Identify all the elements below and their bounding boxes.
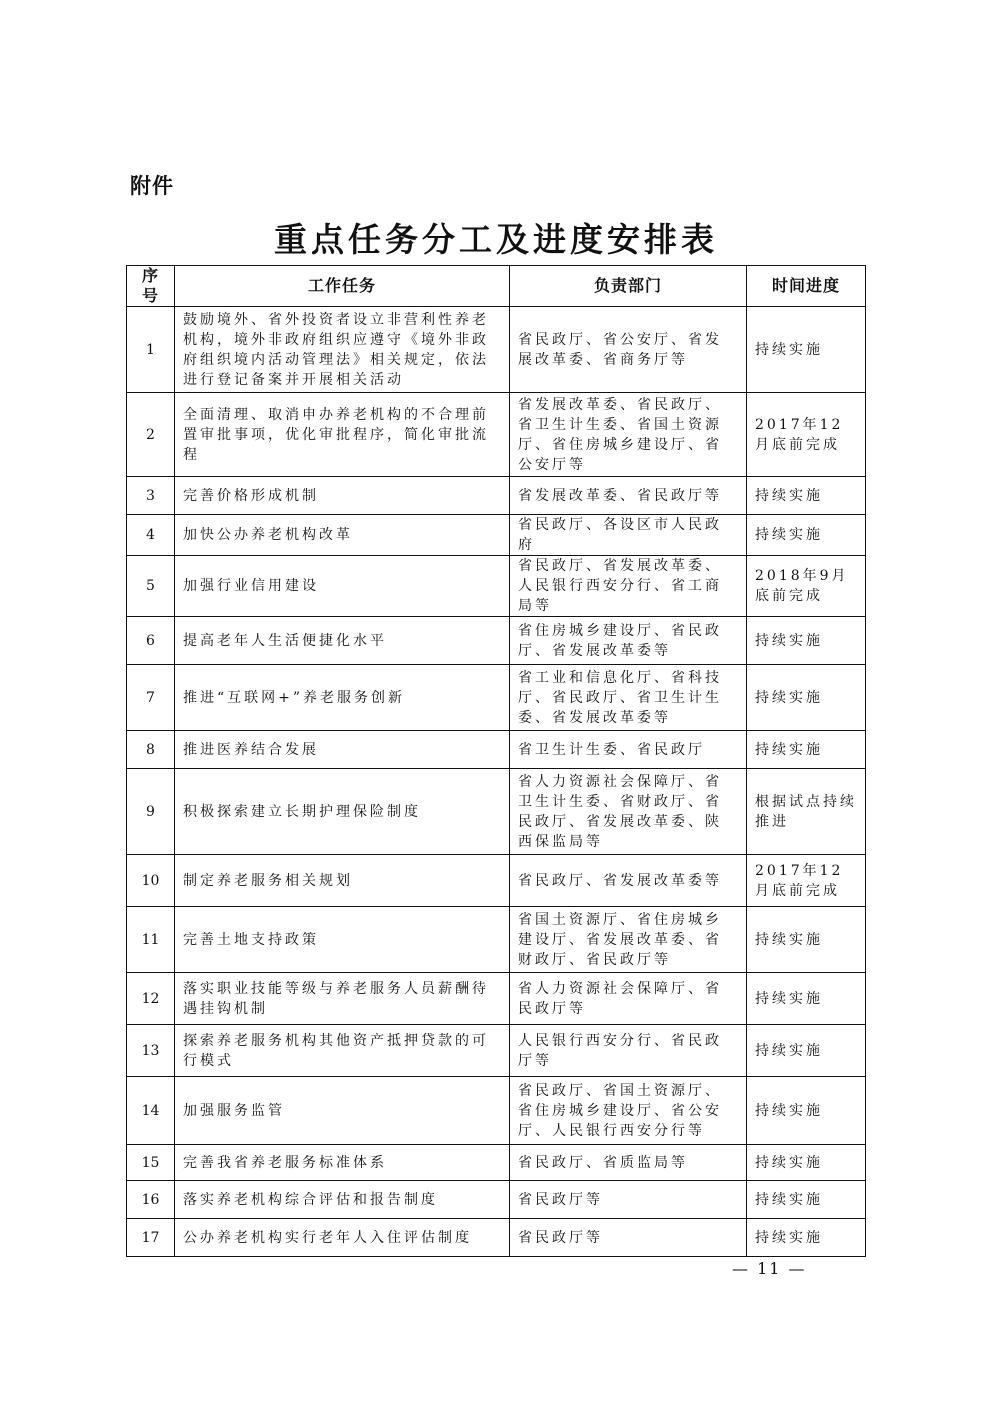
table-row — [127, 556, 866, 617]
header-task: 工作任务 — [175, 266, 510, 307]
row-task: 鼓励境外、省外投资者设立非营利性养老机构，境外非政府组织应遵守《境外非政府组织境内活动管理法》相关规定，依法进行登记备案并开展相关活动 — [175, 307, 510, 393]
row-no: 1 — [127, 307, 175, 393]
row-task: 提高老年人生活便捷化水平 — [175, 617, 510, 665]
table-row — [127, 1077, 866, 1145]
table-row — [127, 307, 866, 393]
row-task: 落实养老机构综合评估和报告制度 — [175, 1181, 510, 1219]
row-time: 持续实施 — [747, 1077, 866, 1145]
row-dept: 人民银行西安分行、省民政厅等 — [510, 1025, 747, 1077]
table-row — [127, 515, 866, 556]
row-no: 9 — [127, 769, 175, 855]
row-no: 16 — [127, 1181, 175, 1219]
row-dept: 省民政厅、省发展改革委等 — [510, 855, 747, 907]
row-no: 2 — [127, 393, 175, 477]
table-row — [127, 1025, 866, 1077]
row-dept: 省人力资源社会保障厅、省民政厅等 — [510, 973, 747, 1025]
row-time: 2017年12月底前完成 — [747, 855, 866, 907]
row-time: 持续实施 — [747, 973, 866, 1025]
row-no: 11 — [127, 907, 175, 973]
row-task: 公办养老机构实行老年人入住评估制度 — [175, 1219, 510, 1257]
table-row — [127, 1219, 866, 1257]
row-no: 10 — [127, 855, 175, 907]
row-time: 持续实施 — [747, 1025, 866, 1077]
row-no: 13 — [127, 1025, 175, 1077]
row-task: 加强服务监管 — [175, 1077, 510, 1145]
task-table — [126, 265, 866, 1257]
page-number: — 11 — — [732, 1259, 807, 1278]
row-dept: 省人力资源社会保障厅、省卫生计生委、省财政厅、省民政厅、省发展改革委、陕西保监局等 — [510, 769, 747, 855]
table-row — [127, 1181, 866, 1219]
row-dept: 省发展改革委、省民政厅、省卫生计生委、省国土资源厅、省住房城乡建设厅、省公安厅等 — [510, 393, 747, 477]
row-dept: 省民政厅、省质监局等 — [510, 1145, 747, 1181]
table-row — [127, 617, 866, 665]
row-dept: 省卫生计生委、省民政厅 — [510, 731, 747, 769]
table-row — [127, 1145, 866, 1181]
row-task: 加快公办养老机构改革 — [175, 515, 510, 556]
header-time: 时间进度 — [747, 266, 866, 307]
row-dept: 省民政厅、省发展改革委、人民银行西安分行、省工商局等 — [510, 556, 747, 617]
row-task: 推进“互联网+”养老服务创新 — [175, 665, 510, 731]
row-no: 5 — [127, 556, 175, 617]
row-time: 持续实施 — [747, 515, 866, 556]
attachment-label: 附件 — [130, 174, 174, 198]
row-task: 制定养老服务相关规划 — [175, 855, 510, 907]
table-row — [127, 855, 866, 907]
row-time: 2018年9月底前完成 — [747, 556, 866, 617]
row-task: 完善我省养老服务标准体系 — [175, 1145, 510, 1181]
row-task: 推进医养结合发展 — [175, 731, 510, 769]
row-time: 持续实施 — [747, 477, 866, 515]
table-row — [127, 907, 866, 973]
table-row — [127, 731, 866, 769]
page-title: 重点任务分工及进度安排表 — [274, 220, 718, 259]
row-dept: 省民政厅、省公安厅、省发展改革委、省商务厅等 — [510, 307, 747, 393]
row-no: 14 — [127, 1077, 175, 1145]
row-time: 持续实施 — [747, 1219, 866, 1257]
table-row — [127, 393, 866, 477]
row-dept: 省国土资源厅、省住房城乡建设厅、省发展改革委、省财政厅、省民政厅等 — [510, 907, 747, 973]
table-row — [127, 665, 866, 731]
table-header-row — [127, 266, 866, 307]
row-time: 持续实施 — [747, 907, 866, 973]
row-task: 落实职业技能等级与养老服务人员薪酬待遇挂钩机制 — [175, 973, 510, 1025]
row-task: 完善土地支持政策 — [175, 907, 510, 973]
table-row — [127, 973, 866, 1025]
row-dept: 省民政厅、各设区市人民政府 — [510, 515, 747, 556]
row-no: 6 — [127, 617, 175, 665]
row-task: 全面清理、取消申办养老机构的不合理前置审批事项，优化审批程序，简化审批流程 — [175, 393, 510, 477]
row-task: 加强行业信用建设 — [175, 556, 510, 617]
row-dept: 省民政厅等 — [510, 1181, 747, 1219]
row-task: 探索养老服务机构其他资产抵押贷款的可行模式 — [175, 1025, 510, 1077]
row-no: 7 — [127, 665, 175, 731]
row-time: 根据试点持续推进 — [747, 769, 866, 855]
row-no: 12 — [127, 973, 175, 1025]
row-dept: 省住房城乡建设厅、省民政厅、省发展改革委等 — [510, 617, 747, 665]
row-no: 15 — [127, 1145, 175, 1181]
row-time: 持续实施 — [747, 731, 866, 769]
row-time: 持续实施 — [747, 307, 866, 393]
header-no: 序号 — [127, 266, 175, 307]
row-dept: 省发展改革委、省民政厅等 — [510, 477, 747, 515]
table-row — [127, 769, 866, 855]
row-task: 完善价格形成机制 — [175, 477, 510, 515]
row-dept: 省工业和信息化厅、省科技厅、省民政厅、省卫生计生委、省发展改革委等 — [510, 665, 747, 731]
row-no: 4 — [127, 515, 175, 556]
row-time: 持续实施 — [747, 1145, 866, 1181]
row-time: 2017年12月底前完成 — [747, 393, 866, 477]
row-no: 17 — [127, 1219, 175, 1257]
table-row — [127, 477, 866, 515]
row-time: 持续实施 — [747, 1181, 866, 1219]
row-no: 8 — [127, 731, 175, 769]
row-time: 持续实施 — [747, 617, 866, 665]
row-task: 积极探索建立长期护理保险制度 — [175, 769, 510, 855]
row-dept: 省民政厅、省国土资源厅、省住房城乡建设厅、省公安厅、人民银行西安分行等 — [510, 1077, 747, 1145]
row-dept: 省民政厅等 — [510, 1219, 747, 1257]
row-no: 3 — [127, 477, 175, 515]
header-dept: 负责部门 — [510, 266, 747, 307]
row-time: 持续实施 — [747, 665, 866, 731]
